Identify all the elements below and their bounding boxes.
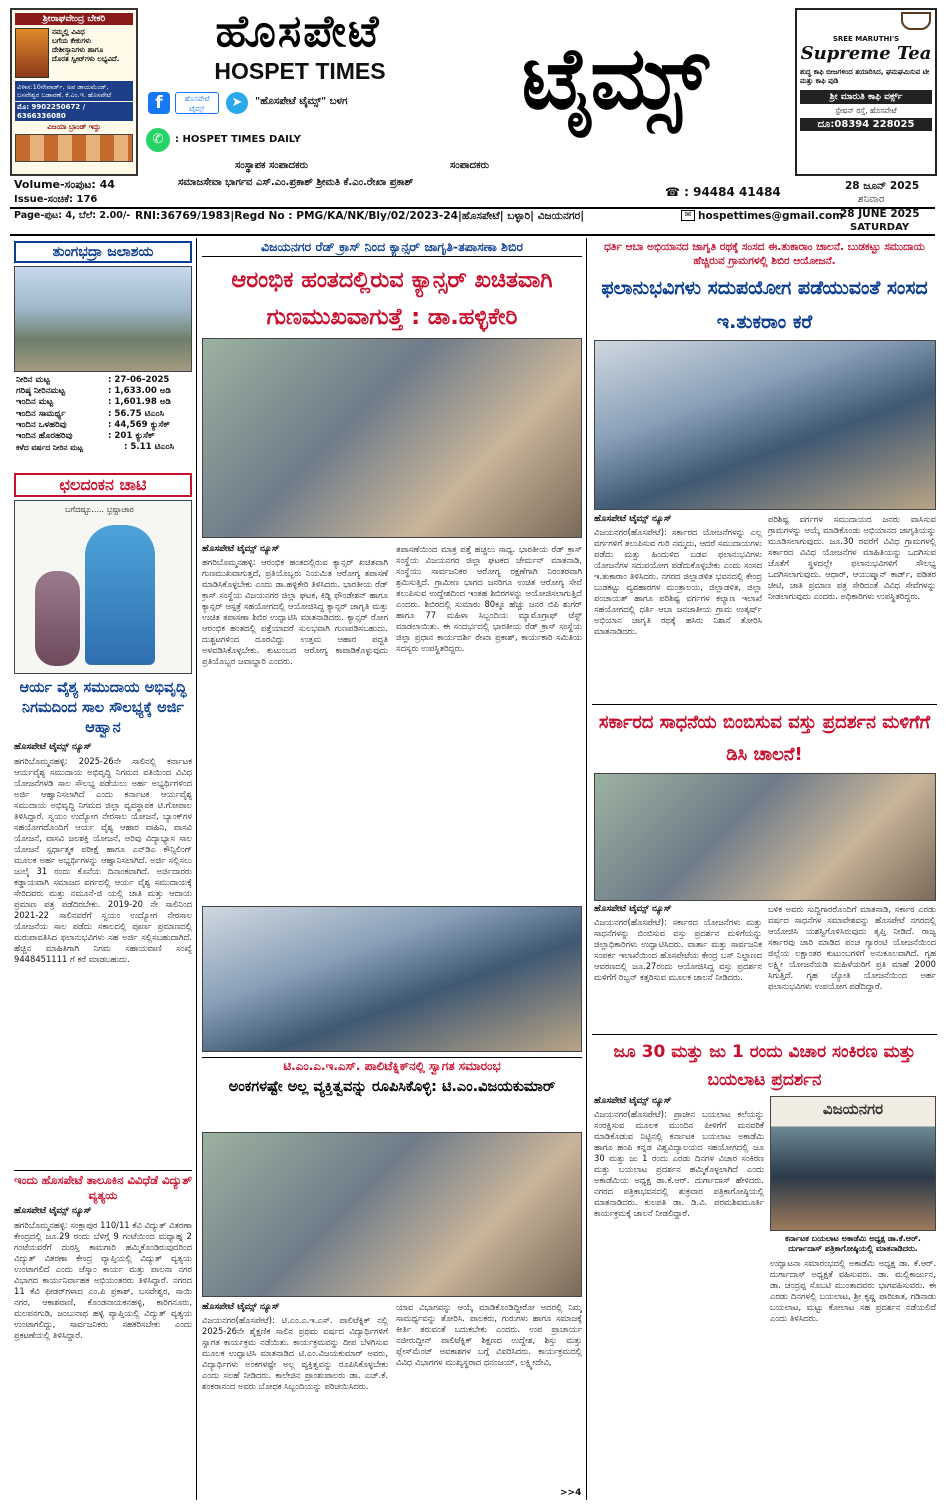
dam-row (16, 397, 194, 408)
bakery-address: ವಿಳಾಸ:10ನೇವಾರ್ಡ್, ಅಪ ಡಾಯಮೆಂಡ್, ಬಸವೇಶ್ವರ ಬಡಾವಣೆ, ಕೆ.ಎಂ.ಇ. ಹೊಸಪೇಟೆ (15, 81, 133, 101)
bakery-line: ನಮ್ಮಲ್ಲಿ ವಿವಿಧ (52, 28, 85, 36)
date-english: 28 JUNE 2025 (840, 208, 920, 220)
cartoon-caption: ಬಗೆದಷ್ಟೂ..... ಭ್ರಷ್ಟಾಚಾರ (65, 505, 134, 514)
mp-kicker: ಧರ್ತಿ ಆಬಾ ಅಭಿಯಾನದ ಜಾಗೃತಿ ರಥಕ್ಕೆ ಸಂಸದ ಈ.ತುಕಾರಾಂ ಚಾಲನೆ. ಬುಡಕಟ್ಟು ಸಮುದಾಯ ಹೆಚ್ಚಿರುವ ಗ್ರಾಮಗಳಲ್ಲಿ ಶಿಬಿರ ಆಯೋಜನೆ. (604, 241, 925, 267)
telegram-icon[interactable]: ➤ (226, 92, 248, 114)
polytech-headline: ಅಂಕಗಳಷ್ಟೇ ಅಲ್ಲ ವ್ಯಕ್ತಿತ್ವವನ್ನು ರೂಪಿಸಿಕೊಳ್ಳಿ: ಟಿ.ಎಂ.ವಿಜಯಕುಮಾರ್ (228, 1079, 556, 1095)
dam-row-key: ಗರಿಷ್ಠ ನೀರಿನಮಟ್ಟ (16, 386, 65, 397)
masthead-title-kannada: ಹೊಸಪೇಟೆ (215, 6, 381, 57)
mp-body-left: ವಿಜಯನಗರ(ಹೊಸಪೇಟೆ): ಸರ್ಕಾರದ ಯೋಜನೆಗಳನ್ನು ಎಲ್ಲ ವರ್ಗಗಳಿಗೆ ತಲುಪಿಸುವ ಗುರಿ ನಮ್ಮದು, ಆದರೆ ಸಮುದಾಯಗಳು ಪಡೆದು ಮತ್ತು ಹಿಂದುಳಿದ ಬಡವ ಫಲಾನುಭವಿಗಳು ಯೋಜನೆಗಳ ಸದುಪಯೋಗ ಪಡೆದುಕೊಳ್ಳಬೇಕು ಎಂದು ಸಂಸದ ಇ.ತುಕಾರಾಂ ತಿಳಿಸಿದರು. ನಗರದ ಜಿಲ್ಲಾಡಳಿತ ಭವನದಲ್ಲಿ ಕೇಂದ್ರ ಬುಡಕಟ್ಟು ವ್ಯವಹಾರಗಳ ಮಂತ್ರಾಲಯ, ಜಿಲ್ಲಾಡಳಿತ, ಜಿಲ್ಲಾ ಪಂಚಾಯತ್ ಹಾಗೂ ಪರಿಶಿಷ್ಟ ವರ್ಗಗಳ ಕಲ್ಯಾಣ ಇಲಾಖೆ ಸಹಯೋಗದಲ್ಲಿ ಧರ್ತಿ ಆಬಾ ಜನಜಾತೀಯ ಗ್ರಾಮ ಉತ್ಕರ್ಷ್ ಅಭಿಯಾನ ಜಾಗೃತಿ ರಥಕ್ಕೆ ಹಸಿರು ನಿಶಾನೆ ತೋರಿಸಿ ಮಾತನಾಡಿದರು. (594, 527, 762, 636)
telegram-group-label[interactable]: "ಹೊಸಪೇಟೆ ಟೈಮ್ಸ್" ಬಳಗ (255, 96, 348, 107)
editors-line: ಸಮಾಜಸೇವಾ ಭಾರ್ಗವ ಎಸ್.ಎಂ.ಪ್ರಕಾಶ್ ಶ್ರೀಮತಿ ಕೆ.ಎಂ.ರೇಖಾ ಪ್ರಕಾಶ್ (178, 177, 414, 188)
dam-row-value: : 1,601.98 ಅಡಿ (108, 397, 171, 408)
column-rule (196, 238, 197, 1500)
cancer-body-left: ಹಗರಿಬೊಮ್ಮನಹಳ್ಳಿ: ಆರಂಭಿಕ ಹಂತದಲ್ಲಿರುವ ಕ್ಯಾನ್ಸರ್ ಖಚಿತವಾಗಿ ಗುಣಮುಖವಾಗುತ್ತದೆ, ಪ್ರತಿಯೊಬ್ಬರು ನಿಯಮಿತ ಆರೋಗ್ಯ ತಪಾಸಣೆ ಮಾಡಿಸಿಕೊಳ್ಳಬೇಕು ಎಂದು ಡಾ.ಹಳ್ಳಿಕೇರಿ ತಿಳಿಸಿದರು. ಭಾರತೀಯ ರೆಡ್ ಕ್ರಾಸ್ ಸಂಸ್ಥೆಯ ವಿಜಯನಗರ ಜಿಲ್ಲಾ ಘಟಕ, ಕಿಡ್ನಿ ಫೌಂಡೇಶನ್ ಹಾಗೂ ಕ್ಯಾನ್ಸರ್ ಆಸ್ಪತ್ರೆ ಸಹಯೋಗದಲ್ಲಿ ಆಯೋಜಿಸಿದ್ದ ಕ್ಯಾನ್ಸರ್ ಜಾಗೃತಿ ಮತ್ತು ಉಚಿತ ತಪಾಸಣಾ ಶಿಬಿರ ಉದ್ಘಾಟಿಸಿ ಮಾತನಾಡಿದರು. ಕ್ಯಾನ್ಸರ್ ರೋಗ ಆರಂಭಿಕ ಹಂತದಲ್ಲಿ ಪತ್ತೆಯಾದರೆ ಸುಲಭವಾಗಿ ಗುಣಪಡಿಸಬಹುದು. ದುಶ್ಚಟಗಳಿಂದ ದೂರವಿದ್ದು ಉತ್ತಮ ಆಹಾರ ಪದ್ಧತಿ ಅಳವಡಿಸಿಕೊಳ್ಳಬೇಕು. ಕುಟುಂಬದ ಆರೋಗ್ಯ ಕಾಪಾಡಿಕೊಳ್ಳುವುದು ಪ್ರತಿಯೊಬ್ಬರ ಜವಾಬ್ದಾರಿ ಎಂದರು. (202, 557, 388, 666)
masthead-rule-bottom (10, 234, 935, 236)
power-body: ಹಗರಿಬೊಮ್ಮನಹಳ್ಳಿ: ಸಂಕ್ಲಾಪುರ 110/11 ಕೆವಿ ವಿದ್ಯುತ್ ವಿತರಣಾ ಕೇಂದ್ರದಲ್ಲಿ ಜೂ.29 ರಂದು ಬೆಳಿಗ್ಗೆ 9 ಗಂಟೆಯಿಂದ ಮಧ್ಯಾಹ್ನ 2 ಗಂಟೆಯವರೆಗೆ ದುರಸ್ತಿ ಕಾಮಗಾರಿ ಹಮ್ಮಿಕೊಂಡಿರುವುದರಿಂದ ವಿದ್ಯುತ್ ವಿತರಣಾ ಕೇಂದ್ರ ವ್ಯಾಪ್ತಿಯಲ್ಲಿ ವಿದ್ಯುತ್ ವ್ಯತ್ಯಯ ಉಂಟಾಗಲಿದೆ ಎಂದು ಜೆಸ್ಕಾಂ ಕಾರ್ಯ ಮತ್ತು ಪಾಲನಾ ನಗರ ವಿಭಾಗದ ಕಾರ್ಯನಿರ್ವಾಹಕ ಅಭಿಯಂತರರು ತಿಳಿಸಿದ್ದಾರೆ. ನಗರದ 11 ಕೆವಿ ಫೀಡರ್‌ಗಳಾದ ಎಂ.ಪಿ ಪ್ರಕಾಶ್, ಬಸವೇಶ್ವರ, ಸಾಯಿ ನಗರ, ಆಕಾಶವಾಣಿ, ಕೊಂಡನಾಯಕನಹಳ್ಳಿ, ಕಾರಿಗನೂರು, ಮಲಪನಗುಡಿ, ಜಂಬುನಾಥ ಹಳ್ಳಿ ವ್ಯಾಪ್ತಿಯಲ್ಲಿ ವಿದ್ಯುತ್ ವ್ಯತ್ಯಯ ಉಂಟಾಗಲಿದ್ದು, ಸಾರ್ವಜನಿಕರು ಸಹಕರಿಸಬೇಕು ಎಂದು ಪ್ರಕಟಣೆಯಲ್ಲಿ ತಿಳಿಸಿದ್ದಾರೆ. (14, 1220, 192, 1340)
bakery-phone: ಮೊ: 9902250672 / 6366336080 (15, 102, 133, 121)
dam-row (16, 442, 194, 453)
editor-label: ಸಂಪಾದಕರು (450, 160, 490, 171)
arya-body: ಹಗರಿಬೊಮ್ಮನಹಳ್ಳಿ: 2025-26ನೇ ಸಾಲಿನಲ್ಲಿ ಕರ್ನಾಟಕ ಆರ್ಯವೈಶ್ಯ ಸಮುದಾಯ ಅಭಿವೃದ್ಧಿ ನಿಗಮದ ವತಿಯಿಂದ ವಿವಿಧ ಯೋಜನೆಗಳಡಿ ಸಾಲ ಸೌಲಭ್ಯ ಪಡೆಯಲು ಅರ್ಹ ಅಭ್ಯರ್ಥಿಗಳಿಂದ ಅರ್ಜಿ ಆಹ್ವಾನಿಸಲಾಗಿದೆ ಎಂದು ಕರ್ನಾಟಕ ಆರ್ಯವೈಶ್ಯ ಸಮುದಾಯ ಅಭಿವೃದ್ಧಿ ನಿಗಮದ ಜಿಲ್ಲಾ ವ್ಯವಸ್ಥಾಪಕ ಟಿ.ಗೋಪಾಲ ತಿಳಿಸಿದ್ದಾರೆ. ಸ್ವಯಂ ಉದ್ಯೋಗ ನೇರಸಾಲ ಯೋಜನೆ, ಬ್ಯಾಂಕ್‌ಗಳ ಸಹಯೋಗದೊಂದಿಗೆ ಆರ್ಯ ವೈಶ್ಯ ಆಹಾರ ವಾಹಿನಿ, ವಾಸವಿ ಯೋಜನೆ, ವಾಸವಿ ಜಲಶಕ್ತಿ ಯೋಜನೆ, ಅರಿವು ವಿದ್ಯಾಭ್ಯಾಸ ಸಾಲ ಯೋಜನೆ ಸ್ಪರ್ಧಾತ್ಮಕ ಪರೀಕ್ಷೆ ಹಾಗೂ ಎನ್‌ಡಿಎ ಕೌನ್ಸಿಲಿಂಗ್ ಮೂಲಕ ಅರ್ಹ ಅಭ್ಯರ್ಥಿಗಳನ್ನು ಆಹ್ವಾನಿಸಲಾಗಿದೆ. ಅರ್ಜಿ ಸಲ್ಲಿಸಲು ಜುಲೈ 31 ರಂದು ಕೊನೆಯ ದಿನಾಂಕವಾಗಿದೆ. ಅರ್ಜಿದಾರರು ಕಡ್ಡಾಯವಾಗಿ ಸಮಾಜದ ವರ್ಗದಲ್ಲಿ ಆರ್ಯ ವೈಶ್ಯ ಸಮುದಾಯಕ್ಕೆ ಸೇರಿದವರು ಮತ್ತು ನಮೂನೆ-ಜಿ ಯಲ್ಲಿ ಜಾತಿ ಮತ್ತು ಆದಾಯ ಪ್ರಮಾಣ ಪತ್ರ ಪಡೆದಿರಬೇಕು. 2019-20 ನೇ ಸಾಲಿನಿಂದ 2021-22 ಸಾಲಿನವರೆಗೆ ಸ್ವಯಂ ಉದ್ಯೋಗ ನೇರಸಾಲ ಯೋಜನೆಯ ಸಾಲ ಪಡೆದು ಸಕಾಲದಲ್ಲಿ ಪೂರ್ಣ ಪ್ರಮಾಣದಲ್ಲಿ ಮರುಪಾವತಿಸಿದ ಫಲಾನುಭವಿಗಳು ಸಹ ಅರ್ಜಿ ಸಲ್ಲಿಸಬಹುದಾಗಿದೆ. ಹೆಚ್ಚಿನ ಮಾಹಿತಿಗಾಗಿ ನಿಗಮ ಸಹಾಯವಾಣಿ ಸಂಖ್ಯೆ 9448451111 ಗೆ ಕರೆ ಮಾಡಬಹುದು. (14, 756, 192, 964)
dam-row-key: ಇಂದಿನ ಸಾಮರ್ಥ್ಯ (16, 408, 66, 419)
cartoon-title: ಛಲದಂಕನ ಚಾಟಿ (14, 473, 192, 497)
power-byline: ಹೊಸಪೇಟೆ ಟೈಮ್ಸ್ ನ್ಯೂಸ್ (14, 1206, 92, 1216)
day-kannada: ಶನಿವಾರ (858, 194, 885, 205)
tea-address: ಸ್ಟೇಷನ್ ರಸ್ತೆ, ಹೊಸಪೇಟೆ (835, 106, 897, 115)
facebook-page-label[interactable]: ಹೊಸಪೇಟೆ ಟೈಮ್ಸ್ (175, 92, 219, 114)
seminar-photo-caption: ಕರ್ನಾಟಕ ಬಯಲಾಟ ಅಕಾಡೆಮಿ ಅಧ್ಯಕ್ಷ ಡಾ.ಕೆ.ಆರ್. ದುರ್ಗಾದಾಸ್ ಪತ್ರಿಕಾಗೋಷ್ಠಿಯಲ್ಲಿ ಮಾತನಾಡಿದರು. (785, 1234, 921, 1253)
tea-phone: ದೂ:08394 228025 (800, 118, 932, 131)
tea-shop-name: ಶ್ರೀ ಮಾರುತಿ ಕಾಫಿ ವರ್ಕ್ಸ್ (800, 90, 932, 104)
seminar-body-right: ಉದ್ಘಾಟನಾ ಸಮಾರಂಭದಲ್ಲಿ ಅಕಾಡೆಮಿ ಅಧ್ಯಕ್ಷ ಡಾ. ಕೆ.ಆರ್. ದುರ್ಗಾದಾಸ್ ಅಧ್ಯಕ್ಷತೆ ವಹಿಸುವರು. ಡಾ. ಮಲ್ಲಿಕಾರ್ಜುನ, ಡಾ. ಚಂದ್ರಪ್ಪ ಸೊಬಟಿ ಮುಂತಾದವರು ಭಾಗವಹಿಸುವರು. ಈ ಎರಡು ದಿನಗಳಲ್ಲಿ ಬಯಲಾಟ, ಶ್ರೀ ಕೃಷ್ಣ ಪಾರಿಜಾತ, ಗಡಿನಾಡು ಬಯಲಾಟ, ಮಟ್ಟು ಕೋಲಾಟ ಸಹ ಪ್ರದರ್ಶನ ನಡೆಯಲಿದೆ ಎಂದು ತಿಳಿಸಿದರು. (770, 1258, 936, 1323)
cancer-body-right: ತಪಾಸಣೆಯಿಂದ ಮಾತ್ರ ಪತ್ತೆ ಹಚ್ಚಲು ಸಾಧ್ಯ. ಭಾರತೀಯ ರೆಡ್ ಕ್ರಾಸ್ ಸಂಸ್ಥೆಯ ವಿಜಯನಗರ ಜಿಲ್ಲಾ ಘಟಕದ ಚೇರ್ಮನ್ ಮಾತನಾಡಿ, ಸಂಸ್ಥೆಯು ಸಾರ್ವಜನಿಕರ ಆರೋಗ್ಯ ರಕ್ಷಣೆಗಾಗಿ ನಿರಂತರವಾಗಿ ಶ್ರಮಿಸುತ್ತಿದೆ. ಗ್ರಾಮೀಣ ಭಾಗದ ಜನರಿಗೂ ಉಚಿತ ಆರೋಗ್ಯ ಸೇವೆ ತಲುಪಿಸುವ ಉದ್ದೇಶದಿಂದ ಇಂತಹ ಶಿಬಿರಗಳನ್ನು ಆಯೋಜಿಸಲಾಗುತ್ತಿದೆ ಎಂದರು. ಶಿಬಿರದಲ್ಲಿ ಸುಮಾರು 80ಕ್ಕೂ ಹೆಚ್ಚು ಜನರ ಬಿಪಿ ಶುಗರ್ ಹಾಗೂ 77 ಮಹಿಳಾ ಸಿಬ್ಬಂದಿಯ ಮ್ಯಾಮೊಗ್ರಾಫ್ ಟೆಸ್ಟ್ ಮಾಡಲಾಯಿತು. ಈ ಸಂದರ್ಭದಲ್ಲಿ ಭಾರತೀಯ ರೆಡ್ ಕ್ರಾಸ್ ಸಂಸ್ಥೆಯ ಜಿಲ್ಲಾ ಪ್ರಧಾನ ಕಾರ್ಯದರ್ಶಿ ರೇಖಾ ಪ್ರಕಾಶ್, ಕಾರ್ಯಕಾರಿ ಸಮಿತಿಯ ಸದಸ್ಯರು ಉಪಸ್ಥಿತರಿದ್ದರು. (396, 544, 582, 653)
dam-row-value: : 44,569 ಕ್ಯುಸೆಕ್ (108, 419, 170, 430)
seminar-photo-banner: ವಿಜಯನಗರ (822, 1100, 884, 1118)
phone-number: ☎ : 94484 41484 (665, 185, 781, 199)
tea-desc: ಶುದ್ಧ ಕಾಫಿ ಬೀಜಗಳಿಂದ ತಯಾರಿಸಿದ, ಘಮಘಮಿಸುವ ಟೀ ಮತ್ತು ಕಾಫಿ ಪುಡಿ (800, 68, 930, 85)
expo-body-right: ಬಳಿಕ ಅವರು ಸುದ್ದಿಗಾರರೊಂದಿಗೆ ಮಾತನಾಡಿ, ಸರ್ಕಾರ ಎರಡು ವರ್ಷದ ಸಾಧನೆಗಳ ಸಮಾವೇಶವನ್ನು ಹೊಸಪೇಟೆ ನಗರದಲ್ಲಿ ಆಯೋಜಿಸಿ ಯಶಸ್ವಿಗೊಳಿಸಿರುವುದು ತೃಪ್ತಿ ನೀಡಿದೆ. ರಾಜ್ಯ ಸರ್ಕಾರವು ಜಾರಿ ಮಾಡಿದ ಪಂಚ ಗ್ಯಾರಂಟಿ ಯೋಜನೆಯಿಂದ ಜಿಲ್ಲೆಯ ಲಕ್ಷಾಂತರ ಕುಟುಂಬಗಳಿಗೆ ಅನುಕೂಲವಾಗಿದೆ. ಗೃಹ ಲಕ್ಷ್ಮೀ ಯೋಜನೆಯಡಿ ಮಹಿಳೆಯರಿಗೆ ಪ್ರತಿ ಮಾಹೆ 2000 ಸಿಗುತ್ತಿದೆ. ಗೃಹ ಜ್ಯೋತಿ ಯೋಜನೆಯಿಂದ ಅರ್ಹ ಫಲಾನುಭವಿಗಳು ಉಪಯೋಗ ಪಡೆದಿದ್ದಾರೆ. (768, 904, 936, 991)
cancer-photo (202, 338, 582, 538)
dam-row-value: : 5.11 ಟಿಎಂಸಿ (124, 442, 175, 453)
pages-price-label: Page-ಪುಟ: 4, ಬೆಲೆ: 2.00/- (14, 210, 131, 221)
expo-byline: ಹೊಸಪೇಟೆ ಟೈಮ್ಸ್ ನ್ಯೂಸ್ (594, 904, 672, 914)
bakery-line: ಬಗೆಯ ಕೇಕುಗಳು (52, 37, 92, 45)
dam-row (16, 375, 194, 386)
dam-table (16, 375, 194, 453)
masthead-title-english: HOSPET TIMES (214, 58, 386, 84)
email-address[interactable]: hospettimes@gmail.com (698, 210, 844, 222)
cartoon-character (85, 525, 155, 665)
mail-icon: ✉ (681, 210, 695, 221)
tea-brand: Supreme Tea (800, 43, 932, 64)
seminar-body-left: ವಿಜಯನಗರ(ಹೊಸಪೇಟೆ): ಪ್ರಾಚೀನ ಬಯಲಾಟ ಕಲೆಯನ್ನು ಸಂರಕ್ಷಿಸುವ ಮೂಲಕ ಮುಂದಿನ ಪೀಳಿಗೆಗೆ ಮನವರಿಕೆ ಮಾಡಿಕೊಡುವ ನಿಟ್ಟಿನಲ್ಲಿ ಕರ್ನಾಟಕ ಬಯಲಾಟ ಅಕಾಡೆಮಿ ಹಾಗೂ ಹಂಪಿ ಕನ್ನಡ ವಿಶ್ವವಿದ್ಯಾಲಯದ ಸಹಯೋಗದಲ್ಲಿ ಜೂ 30 ಮತ್ತು ಜು 1 ರಂದು ಎರಡು ದಿನಗಳ ವಿಚಾರ ಸಂಕಿರಣ ಮತ್ತು ಬಯಲಾಟ ಪ್ರದರ್ಶನ ಹಮ್ಮಿಕೊಳ್ಳಲಾಗಿದೆ ಎಂದು ಅಕಾಡೆಮಿಯ ಅಧ್ಯಕ್ಷ ಡಾ.ಕೆ.ಆರ್. ದುರ್ಗಾದಾಸ್ ಹೇಳಿದರು. ನಗರದ ಪತ್ರಿಕಾಭವನದಲ್ಲಿ ಶುಕ್ರವಾರ ಪತ್ರಿಕಾಗೋಷ್ಠಿಯಲ್ಲಿ ಮಾತನಾಡಿದರು. ಕುಲಪತಿ ಡಾ. ಡಿ.ವಿ. ಪರಮಶಿವಮೂರ್ತಿ ಕಾರ್ಯಕ್ರಮಕ್ಕೆ ಚಾಲನೆ ನೀಡಲಿದ್ದಾರೆ. (594, 1109, 764, 1218)
polytech-body-right: ಯಾವ ವಿಭಾಗವನ್ನು ಆಯ್ಕೆ ಮಾಡಿಕೊಂಡಿದ್ದೀರೋ ಅದರಲ್ಲಿ ನಿಮ್ಮ ಸಾಮರ್ಥ್ಯವನ್ನು ತೋರಿಸಿ. ಪಾಲಕರು, ಗುರುಗಳು ಹಾಗೂ ಸಮಾಜಕ್ಕೆ ಕೀರ್ತಿ ತರುವಂತೆ ಬದುಕಬೇಕು ಎಂದರು. ಉಪ ಪ್ರಾಚಾರ್ಯ ನಜೀರುದ್ದೀನ್ ಪಾಲಿಟೆಕ್ನಿಕ್ ಶಿಕ್ಷಣದ ಉದ್ದೇಶ, ಶಿಸ್ತು ಮತ್ತು ಪ್ಲೇಸ್‌ಮೆಂಟ್ ಅವಕಾಶಗಳ ಬಗ್ಗೆ ವಿವರಿಸಿದರು. ಕಾರ್ಯಕ್ರಮದಲ್ಲಿ ವಿವಿಧ ವಿಭಾಗಗಳ ಮುಖ್ಯಸ್ಥರಾದ ಧನಂಜಯ್, ಲಕ್ಷ್ಮೀದೇವಿ, (396, 1302, 582, 1367)
dam-row-key: ಇಂದಿನ ಒಳಹರಿವು (16, 419, 67, 430)
bakery-footer: ವಿಜಯಾ ಬ್ರಾಂಡ್ ಇದ್ದು (47, 123, 101, 131)
arya-headline: ಆರ್ಯ ವೈಶ್ಯ ಸಮುದಾಯ ಅಭಿವೃದ್ಧಿ ನಿಗಮದಿಂದ ಸಾಲ ಸೌಲಭ್ಯಕ್ಕೆ ಅರ್ಜಿ ಆಹ್ವಾನ (19, 680, 187, 736)
founder-label: ಸಂಸ್ಥಾಪಕ ಸಂಪಾದಕರು (235, 160, 309, 171)
day-english: SATURDAY (850, 222, 910, 233)
masthead-rule (10, 207, 935, 209)
expo-body-left: ವಿಜಯನಗರ(ಹೊಸಪೇಟೆ): ಸರ್ಕಾರದ ಯೋಜನೆಗಳು ಮತ್ತು ಸಾಧನೆಗಳನ್ನು ಬಿಂಬಿಸುವ ವಸ್ತು ಪ್ರದರ್ಶನ ಮಳಿಗೆಯನ್ನು ಜಿಲ್ಲಾಧಿಕಾರಿಗಳು ಉದ್ಘಾಟಿಸಿದರು. ವಾರ್ತಾ ಮತ್ತು ಸಾರ್ವಜನಿಕ ಸಂಪರ್ಕ ಇಲಾಖೆಯಿಂದ ಹೊಸಪೇಟೆಯ ಕೇಂದ್ರ ಬಸ್ ನಿಲ್ದಾಣದ ಆವರಣದಲ್ಲಿ ಜೂ.27ರಂದು ಆಯೋಜಿಸಿದ್ದ ವಸ್ತು ಪ್ರದರ್ಶನ ಮಳಿಗೆಗೆ ರಿಬ್ಬನ್ ಕತ್ತರಿಸುವ ಮೂಲಕ ಚಾಲನೆ ನೀಡಿದರು. (594, 917, 762, 982)
polytech-photo (202, 1132, 582, 1297)
whatsapp-label[interactable]: : HOSPET TIMES DAILY (175, 134, 301, 145)
polytech-byline: ಹೊಸಪೇಟೆ ಟೈಮ್ಸ್ ನ್ಯೂಸ್ (202, 1302, 280, 1312)
cancer-kicker: ವಿಜಯನಗರ ರೆಡ್ ಕ್ರಾಸ್ ನಿಂದ ಕ್ಯಾನ್ಸರ್ ಜಾಗೃತಿ-ತಪಾಸಣಾ ಶಿಬಿರ (202, 240, 582, 257)
dam-row (16, 420, 194, 431)
cartoon-panel (14, 500, 192, 674)
mp-body-right: ಪರಿಶಿಷ್ಟ ವರ್ಗಗಳ ಸಮುದಾಯದ ಜನರು ವಾಸಿಸುವ ಗ್ರಾಮಗಳನ್ನು ಆಯ್ಕೆ ಮಾಡಿಕೊಂಡು ಅಭಿಯಾನದ ಜಾಗೃತಿಯನ್ನು ಮೂಡಿಸಲಾಗುವುದು. ಜೂ.30 ರವರೆಗೆ ವಿವಿಧ ಗ್ರಾಮಗಳಲ್ಲಿ ಸರ್ಕಾರದ ವಿವಿಧ ಯೋಜನೆಗಳ ಮಾಹಿತಿಯನ್ನು ಒದಗಿಸುವ ಜೊತೆಗೆ ಸ್ಥಳದಲ್ಲೇ ಫಲಾನುಭವಿಗಳಿಗೆ ಸೌಲಭ್ಯ ಒದಗಿಸಲಾಗುವುದು. ಆಧಾರ್, ಆಯುಷ್ಮಾನ್ ಕಾರ್ಡ್, ಪಡಿತರ ಚೀಟಿ, ಜಾತಿ ಪ್ರಮಾಣ ಪತ್ರ ಸೇರಿದಂತೆ ವಿವಿಧ ಸೇವೆಗಳನ್ನು ನೀಡಲಾಗುವುದು ಎಂದರು. ಅಧಿಕಾರಿಗಳು ಉಪಸ್ಥಿತರಿದ್ದರು. (768, 514, 936, 601)
cartoon-figure (35, 571, 80, 666)
dam-photo (14, 266, 192, 372)
expo-photo (594, 773, 936, 901)
dam-row-key: ಕಳೆದ ವರ್ಷದ ನೀರಿನ ಮಟ್ಟ (16, 443, 83, 453)
masthead-times-kannada: ಟೈಮ್ಸ್ (521, 28, 709, 129)
bakery-ad (10, 8, 138, 176)
dam-row-value: : 27-06-2025 (108, 375, 170, 385)
cancer-headline: ಆರಂಭಿಕ ಹಂತದಲ್ಲಿರುವ ಕ್ಯಾನ್ಸರ್ ಖಚಿತವಾಗಿ ಗುಣಮುಖವಾಗುತ್ತೆ : ಡಾ.ಹಳ್ಳಿಕೇರಿ (231, 267, 553, 330)
tea-ad (795, 8, 937, 176)
mp-byline: ಹೊಸಪೇಟೆ ಟೈಮ್ಸ್ ನ್ಯೂಸ್ (594, 514, 672, 524)
saint-portrait (15, 28, 49, 78)
registration-line: RNI:36769/1983|Regd No : PMG/KA/NK/Bly/02/2023-24|ಹೊಸಪೇಟೆ| ಬಳ್ಳಾರಿ| ವಿಜಯನಗರ| (135, 210, 585, 222)
mp-photo (594, 340, 936, 510)
continued-marker: >>4 (560, 1488, 582, 1498)
column-rule (586, 238, 587, 1500)
dam-row-value: : 1,633.00 ಅಡಿ (108, 386, 171, 397)
bakery-line: ದೇಶೀಸ್ತಾನಿಗಳು ಹಾಗೂ (52, 46, 104, 54)
dam-row (16, 431, 194, 442)
power-headline: ಇಂದು ಹೊಸಪೇಟೆ ತಾಲೂಕಿನ ವಿವಿಧೆಡೆ ವಿದ್ಯುತ್ ವ್ಯತ್ಯಯ (14, 1170, 192, 1203)
dam-row (16, 409, 194, 420)
cancer-byline: ಹೊಸಪೇಟೆ ಟೈಮ್ಸ್ ನ್ಯೂಸ್ (202, 544, 280, 554)
cakes-photo (15, 134, 133, 162)
mp-headline: ಫಲಾನುಭವಿಗಳು ಸದುಪಯೋಗ ಪಡೆಯುವಂತೆ ಸಂಸದ ಇ.ತುಕರಾಂ ಕರೆ (601, 277, 928, 333)
dam-title: ತುಂಗಭದ್ರಾ ಜಲಾಶಯ (14, 241, 192, 263)
dam-row-value: : 201 ಕ್ಯುಸೆಕ್ (108, 431, 155, 442)
dam-row (16, 386, 194, 397)
polytech-body-left: ವಿಜಯನಗರ(ಹೊಸಪೇಟೆ): ಟಿ.ಎಂ.ಎ.ಇ.ಎಸ್. ಪಾಲಿಟೆಕ್ನಿಕ್ ನಲ್ಲಿ 2025-26ನೇ ಶೈಕ್ಷಣಿಕ ಸಾಲಿನ ಪ್ರಥಮ ವರ್ಷದ ವಿದ್ಯಾರ್ಥಿಗಳಿಗೆ ಸ್ವಾಗತ ಕಾರ್ಯಕ್ರಮ ನಡೆಯಿತು. ಕಾರ್ಯಕ್ರಮವನ್ನು ದೀಪ ಬೆಳಗಿಸುವ ಮೂಲಕ ಉದ್ಘಾಟಿಸಿ ಮಾತನಾಡಿದ ಟಿ.ಎಂ.ವಿಜಯಕುಮಾರ್ ಅವರು, ವಿದ್ಯಾರ್ಥಿಗಳು ಅಂಕಗಳಷ್ಟೇ ಅಲ್ಲ ವ್ಯಕ್ತಿತ್ವವನ್ನು ರೂಪಿಸಿಕೊಳ್ಳಬೇಕು ಎಂದು ಸಲಹೆ ನೀಡಿದರು. ಕಾಲೇಜಿನ ಪ್ರಾಂಶುಪಾಲರು ಡಾ. ಎಚ್.ಕೆ. ಶಂಕರಾನಂದ ಅವರು ಬೋಧಕ ಸಿಬ್ಬಂದಿಯನ್ನು ಪರಿಚಯಿಸಿದರು. (202, 1315, 388, 1391)
date-kannada: 28 ಜೂನ್ 2025 (845, 180, 920, 192)
dam-row-value: : 56.75 ಟಿಎಂಸಿ (108, 408, 165, 419)
issue-label: Issue-ಸಂಚಿಕೆ: 176 (14, 194, 98, 205)
seminar-headline: ಜೂ 30 ಮತ್ತು ಜು 1 ರಂದು ವಿಚಾರ ಸಂಕಿರಣ ಮತ್ತು ಬಯಲಾಟ ಪ್ರದರ್ಶನ (592, 1034, 937, 1094)
teacup-icon (901, 12, 931, 30)
dam-row-key: ನೀರಿನ ಮಟ್ಟ (16, 375, 50, 385)
facebook-icon[interactable]: f (148, 92, 170, 114)
bakery-line: ದೊರತ ಸ್ವೀಟ್‌ಗಳು ಲಭ್ಯವಿದೆ. (52, 55, 120, 63)
cancer-group-photo (202, 906, 582, 1052)
expo-headline: ಸರ್ಕಾರದ ಸಾಧನೆಯ ಬಿಂಬಿಸುವ ವಸ್ತು ಪ್ರದರ್ಶನ ಮಳಿಗೆಗೆ ಡಿಸಿ ಚಾಲನೆ! (592, 704, 937, 771)
dam-row-key: ಇಂದಿನ ಹೊರಹರಿವು (16, 431, 73, 442)
whatsapp-icon[interactable]: ✆ (146, 128, 170, 152)
volume-label: Volume-ಸಂಪುಟ: 44 (14, 178, 115, 191)
dam-row-key: ಇಂದಿನ ಮಟ್ಟ (16, 397, 54, 408)
tea-brand-small: SREE MARUTHI'S (832, 35, 900, 43)
seminar-byline: ಹೊಸಪೇಟೆ ಟೈಮ್ಸ್ ನ್ಯೂಸ್ (594, 1096, 672, 1106)
bakery-ad-title: ಶ್ರೀರಾಘವೇಂದ್ರ ಬೇಕರಿ (15, 13, 133, 25)
arya-byline: ಹೊಸಪೇಟೆ ಟೈಮ್ಸ್ ನ್ಯೂಸ್ (14, 742, 92, 752)
polytech-kicker: ಟಿ.ಎಂ.ಎ.ಇ.ಎಸ್. ಪಾಲಿಟೆಕ್ನಿಕ್‌ನಲ್ಲಿ ಸ್ವಾಗತ ಸಮಾರಂಭ (202, 1057, 582, 1074)
